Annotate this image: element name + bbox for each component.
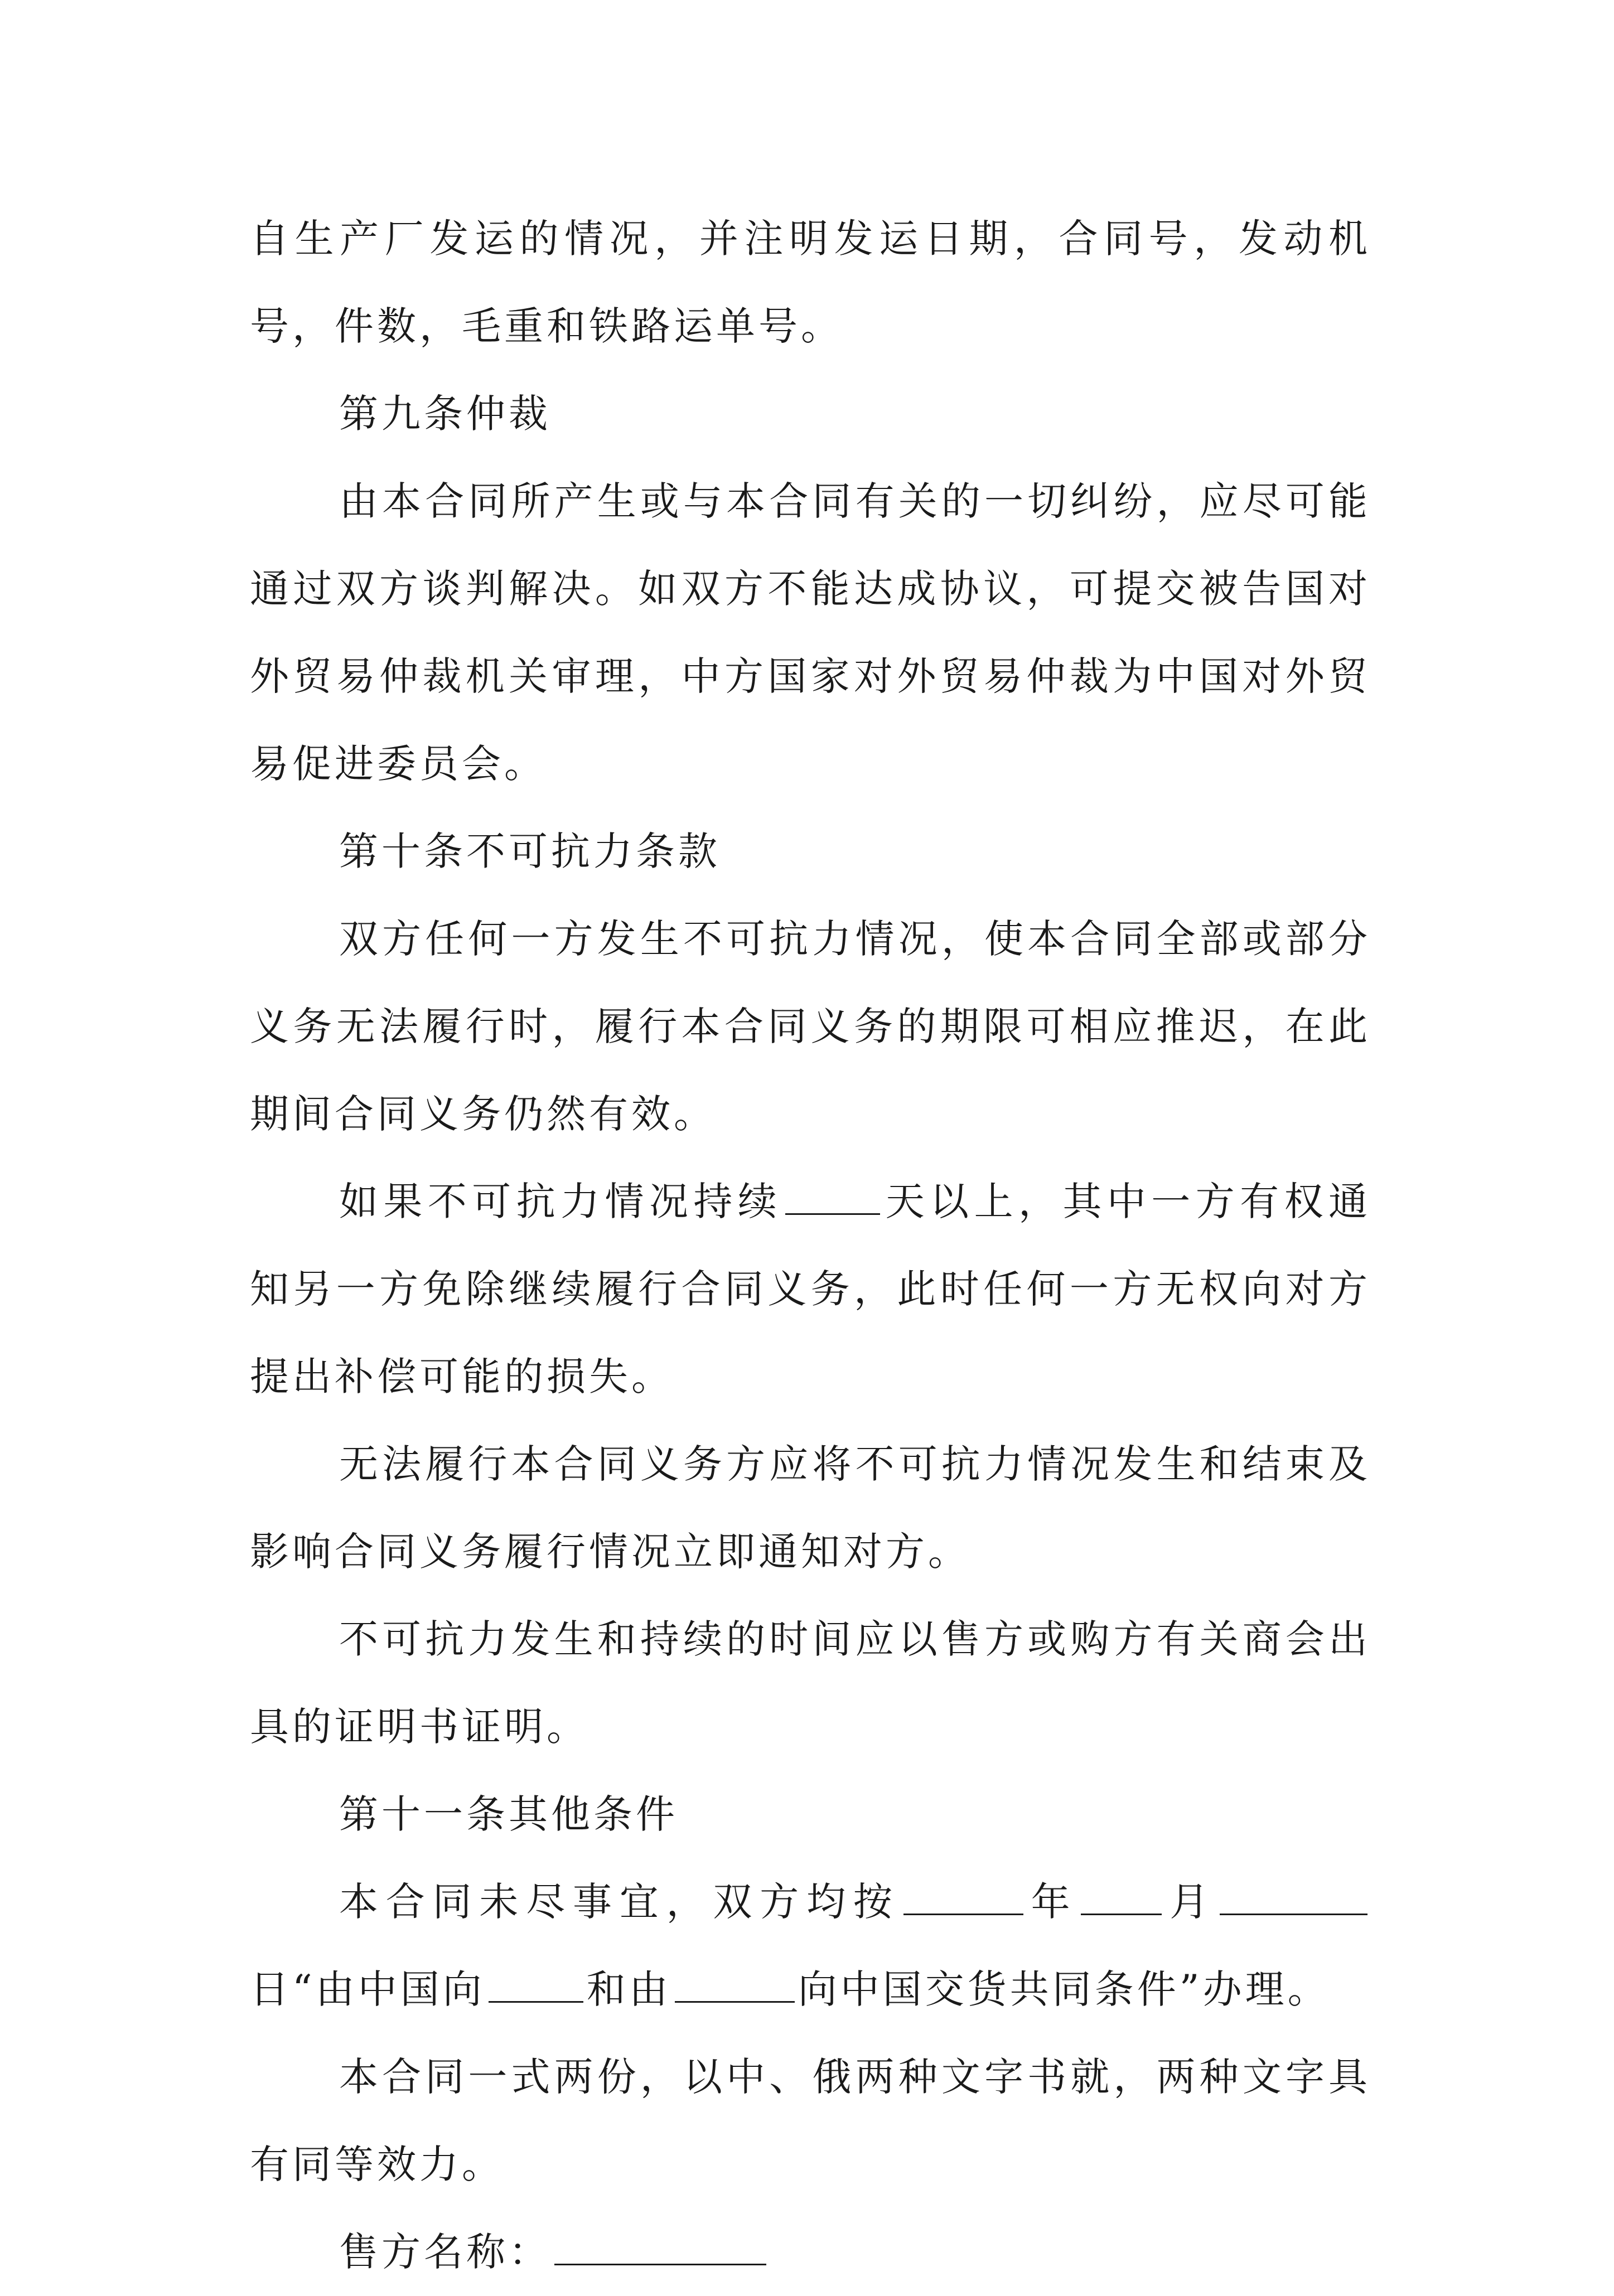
blank-year[interactable] — [903, 1880, 1023, 1915]
paragraph-force-majeure-duration — [250, 1158, 1371, 1421]
paragraph-copies: 本合同一式两份，以中、俄两种文字书就，两种文字具有同等效力。 — [250, 2054, 1371, 2187]
text-other-lead: 本合同未尽事宜，双方均按 — [339, 1879, 900, 1925]
text-duration-lead: 如果不可抗力情况持续 — [339, 1179, 782, 1224]
text-month: 月 — [1165, 1879, 1216, 1925]
text-day-from-china: 日“由中国向 — [250, 1966, 485, 2012]
text-and-from: 和由 — [586, 1966, 671, 2012]
heading-article-9: 第九条仲裁 — [339, 391, 551, 437]
blank-day[interactable] — [1220, 1880, 1367, 1915]
blank-month[interactable] — [1081, 1880, 1162, 1915]
paragraph-shipping-notice: 自生产厂发运的情况，并注明发运日期，合同号，发动机号，件数，毛重和铁路运单号。 — [250, 216, 1371, 349]
blank-origin[interactable] — [675, 1968, 795, 2003]
paragraph-other-conditions — [250, 1858, 1371, 2033]
text-year: 年 — [1026, 1879, 1078, 1925]
blank-seller-name[interactable] — [554, 2230, 766, 2265]
paragraph-arbitration: 由本合同所产生或与本合同有关的一切纠纷，应尽可能通过双方谈判解决。如双方不能达成协议，可提交被告国对外贸易仲裁机关审理，中方国家对外贸易仲裁为中国对外贸易促进委员会。 — [250, 478, 1371, 787]
text-duration-rest: 天以上，其中一方有权通知另一方免除继续履行合同义务，此时任何一方无权向对方提出补偿可能的损失。 — [250, 1179, 1371, 1399]
heading-article-10: 第十条不可抗力条款 — [339, 829, 721, 874]
document-page — [250, 195, 1371, 2296]
blank-destination[interactable] — [489, 1968, 583, 2003]
paragraph-force-majeure: 双方任何一方发生不可抗力情况，使本合同全部或部分义务无法履行时，履行本合同义务的期限可相应推迟，在此期间合同义务仍然有效。 — [250, 916, 1371, 1137]
paragraph-seller-name — [250, 2208, 1371, 2296]
blank-days[interactable] — [785, 1180, 880, 1215]
paragraph-certificate: 不可抗力发生和持续的时间应以售方或购方有关商会出具的证明书证明。 — [250, 1616, 1371, 1750]
paragraph-notify: 无法履行本合同义务方应将不可抗力情况发生和结束及影响合同义务履行情况立即通知对方。 — [250, 1441, 1371, 1575]
text-other-rest: 向中国交货共同条件”办理。 — [798, 1966, 1330, 2012]
heading-article-11: 第十一条其他条件 — [339, 1791, 678, 1837]
seller-name-label: 售方名称： — [339, 2229, 551, 2275]
